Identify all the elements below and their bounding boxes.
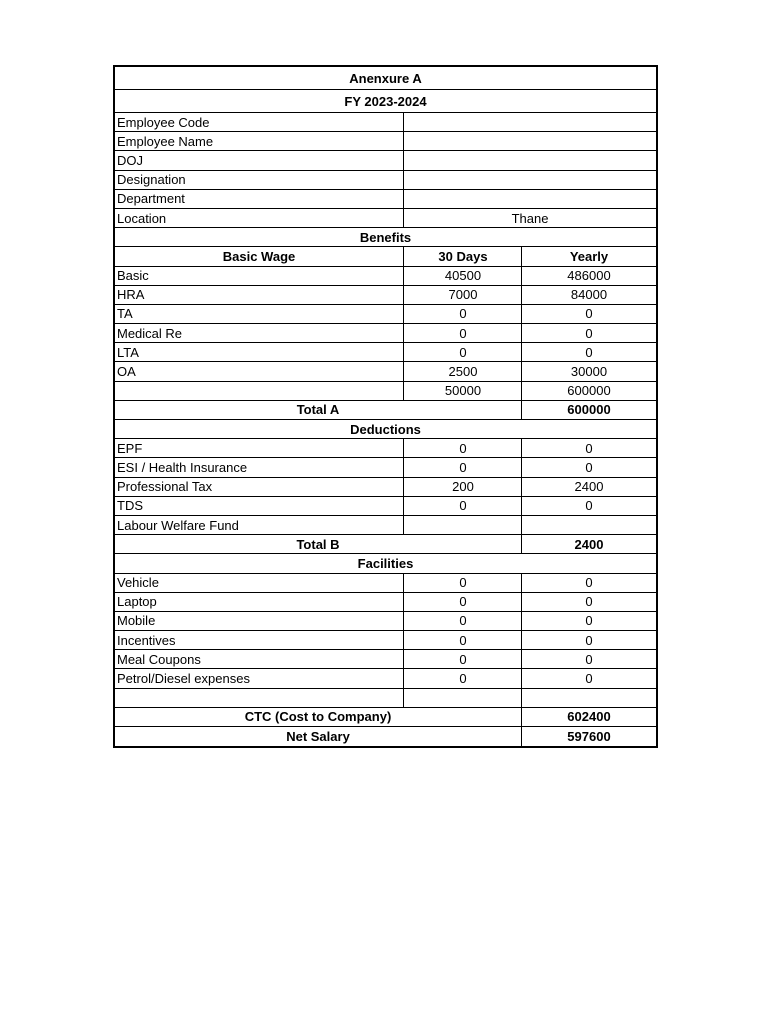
facilities-yearly: 0 <box>521 612 656 630</box>
summary-row <box>115 708 656 727</box>
info-value <box>403 171 656 189</box>
facilities-yearly: 0 <box>521 650 656 668</box>
info-label: Designation <box>117 172 186 188</box>
info-value <box>403 113 656 131</box>
benefits-row <box>115 362 656 381</box>
total-b-row <box>115 535 656 554</box>
benefits-row <box>115 343 656 362</box>
deductions-row <box>115 516 656 535</box>
total-b-value: 2400 <box>521 535 656 553</box>
facilities-yearly: 0 <box>521 669 656 687</box>
deductions-yearly: 0 <box>521 458 656 476</box>
total-a-value: 600000 <box>521 401 656 419</box>
total-a-label: Total A <box>296 402 340 418</box>
benefits-column-headers <box>115 247 656 266</box>
deductions-label: Labour Welfare Fund <box>117 517 239 533</box>
facilities-row <box>115 689 656 708</box>
deductions-row <box>115 497 656 516</box>
facilities-monthly: 0 <box>403 631 522 649</box>
facilities-label: Laptop <box>117 594 157 610</box>
benefits-monthly: 0 <box>403 343 522 361</box>
facilities-row <box>115 574 656 593</box>
benefits-yearly: 84000 <box>521 286 656 304</box>
info-value <box>403 151 656 169</box>
benefits-heading: Benefits <box>359 229 412 245</box>
info-value: Thane <box>403 209 656 227</box>
annexure-sheet <box>113 65 658 748</box>
benefits-row <box>115 382 656 401</box>
benefits-yearly: 486000 <box>521 267 656 285</box>
info-value <box>403 132 656 150</box>
deductions-monthly: 0 <box>403 458 522 476</box>
facilities-monthly: 0 <box>403 593 522 611</box>
deductions-label: EPF <box>117 440 143 456</box>
deductions-row <box>115 439 656 458</box>
facilities-label: Meal Coupons <box>117 651 201 667</box>
deductions-yearly: 0 <box>521 439 656 457</box>
info-label: Employee Code <box>117 114 210 130</box>
facilities-yearly: 0 <box>521 574 656 592</box>
benefits-monthly: 7000 <box>403 286 522 304</box>
deductions-label: ESI / Health Insurance <box>117 459 248 475</box>
total-a-row <box>115 401 656 420</box>
benefits-label: HRA <box>117 287 145 303</box>
facilities-monthly <box>403 689 522 707</box>
facilities-yearly <box>521 689 656 707</box>
benefits-yearly: 600000 <box>521 382 656 400</box>
info-row <box>115 132 656 151</box>
col-header-yearly: Yearly <box>521 247 656 265</box>
facilities-yearly: 0 <box>521 593 656 611</box>
benefits-yearly: 0 <box>521 324 656 342</box>
facilities-row <box>115 669 656 688</box>
facilities-yearly: 0 <box>521 631 656 649</box>
facilities-heading: Facilities <box>357 555 414 571</box>
facilities-row <box>115 612 656 631</box>
info-row <box>115 171 656 190</box>
deductions-heading: Deductions <box>350 421 421 437</box>
benefits-label: OA <box>117 364 136 380</box>
facilities-label: Vehicle <box>117 575 159 591</box>
info-row <box>115 151 656 170</box>
info-label: Department <box>117 191 185 207</box>
deductions-row <box>115 458 656 477</box>
deductions-monthly: 200 <box>403 478 522 496</box>
info-label: Employee Name <box>117 133 214 149</box>
benefits-monthly: 0 <box>403 305 522 323</box>
deductions-heading-row <box>115 420 656 439</box>
info-row <box>115 190 656 209</box>
info-row <box>115 209 656 228</box>
benefits-row <box>115 324 656 343</box>
info-label: Location <box>117 210 167 226</box>
benefits-label: Medical Re <box>117 325 183 341</box>
benefits-label: Basic <box>117 268 149 284</box>
facilities-label: Incentives <box>117 632 176 648</box>
benefits-monthly: 0 <box>403 324 522 342</box>
facilities-monthly: 0 <box>403 650 522 668</box>
info-value <box>403 190 656 208</box>
facilities-row <box>115 593 656 612</box>
facilities-heading-row <box>115 554 656 573</box>
deductions-label: TDS <box>117 498 143 514</box>
facilities-monthly: 0 <box>403 612 522 630</box>
facilities-row <box>115 631 656 650</box>
deductions-monthly <box>403 516 522 534</box>
facilities-monthly: 0 <box>403 669 522 687</box>
facilities-label <box>117 689 403 707</box>
deductions-yearly: 0 <box>521 497 656 515</box>
benefits-label <box>117 382 403 400</box>
facilities-monthly: 0 <box>403 574 522 592</box>
benefits-monthly: 40500 <box>403 267 522 285</box>
deductions-yearly <box>521 516 656 534</box>
fy-row <box>115 90 656 113</box>
facilities-label: Mobile <box>117 613 156 629</box>
benefits-heading-row <box>115 228 656 247</box>
sheet-title: Anenxure A <box>349 70 422 86</box>
benefits-label: TA <box>117 306 133 322</box>
benefits-monthly: 50000 <box>403 382 522 400</box>
info-row <box>115 113 656 132</box>
summary-label: CTC (Cost to Company) <box>244 709 392 725</box>
info-label: DOJ <box>117 152 143 168</box>
facilities-label: Petrol/Diesel expenses <box>117 671 250 687</box>
facilities-row <box>115 650 656 669</box>
benefits-label: LTA <box>117 344 139 360</box>
total-b-label: Total B <box>296 536 340 552</box>
deductions-monthly: 0 <box>403 497 522 515</box>
summary-label: Net Salary <box>286 729 350 745</box>
summary-value: 597600 <box>521 727 656 746</box>
benefits-yearly: 30000 <box>521 362 656 380</box>
benefits-row <box>115 305 656 324</box>
deductions-row <box>115 478 656 497</box>
fiscal-year: FY 2023-2024 <box>344 93 427 109</box>
benefits-row <box>115 267 656 286</box>
benefits-yearly: 0 <box>521 343 656 361</box>
deductions-label: Professional Tax <box>117 479 213 495</box>
benefits-row <box>115 286 656 305</box>
deductions-yearly: 2400 <box>521 478 656 496</box>
benefits-monthly: 2500 <box>403 362 522 380</box>
deductions-monthly: 0 <box>403 439 522 457</box>
col-header-30-days: 30 Days <box>403 247 522 265</box>
title-row <box>115 67 656 90</box>
summary-value: 602400 <box>521 708 656 726</box>
benefits-yearly: 0 <box>521 305 656 323</box>
col-header-basic-wage: Basic Wage <box>222 248 296 264</box>
summary-row <box>115 727 656 746</box>
